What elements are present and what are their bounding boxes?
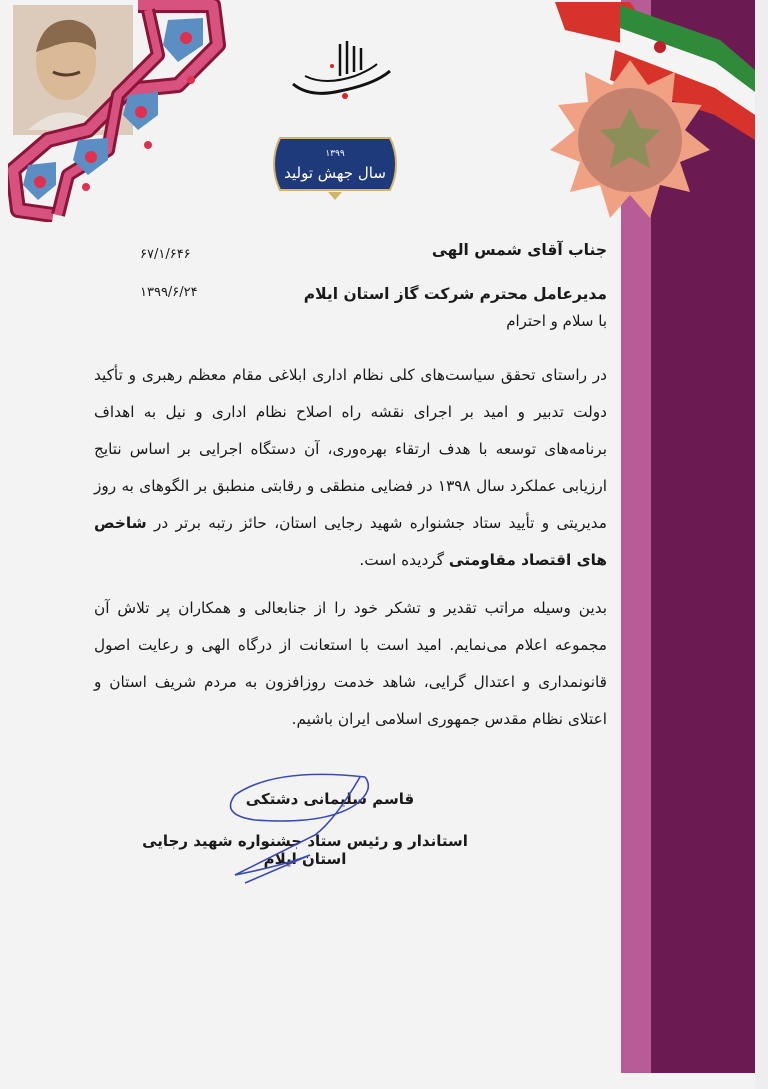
salutation: با سلام و احترام <box>506 312 607 330</box>
body-paragraph-2: بدین وسیله مراتب تقدیر و تشکر خود را از جنابعالی و همکاران پر تلاش آن مجموعه اعلام می‌نمایم. امید است با استعانت از درگاه الهی و رعایت اصول قانونمداری و اعتدال گرایی، شاهد خدمت روزافزون به مردم شریف استان و اعتلای نظام مقدس جمهوری اسلامی ایران باشیم. <box>94 599 607 728</box>
letter-date: ۱۳۹۹/۶/۲۴ <box>140 285 198 300</box>
bismillah-calligraphy-icon <box>285 36 397 106</box>
signatory-title: استاندار و رئیس ستاد جشنواره شهید رجایی استان ایلام <box>142 832 468 868</box>
flag-rosette-icon <box>535 0 768 235</box>
para1-ending: گردیده است. <box>359 551 449 569</box>
reference-block <box>140 236 230 312</box>
portrait-ornament-icon <box>8 0 228 222</box>
handwritten-signature-icon <box>215 765 415 890</box>
para1-text: در راستای تحقق سیاست‌های کلی نظام اداری ابلاغی مقام معظم رهبری و تأکید دولت تدبیر و امید بر اجرای نقشه راه اصلاح نظام اداری و نیل به اهداف برنامه‌های توسعه با هدف ارتقاء بهره‌وری، آن دستگاه اجرایی بر اساس نتایج ارزیابی عملکرد سال ۱۳۹۸ در فضایی منطقی و رقابتی منطبق بر الگوهای به روز مدیریتی و تأیید ستاد جشنواره شهید رجایی استان، حائز رتبه برتر در <box>94 366 607 532</box>
body-paragraph-1 <box>94 357 607 579</box>
addressee-name: جناب آقای شمس الهی <box>431 241 607 259</box>
highlighted-index: شاخص های اقتصاد مقاومتی <box>94 514 607 569</box>
signatory-name: قاسم سلیمانی دشتکی <box>245 790 415 808</box>
year-slogan-badge <box>270 130 400 202</box>
letter-number: ۶۷/۱/۶۴۶ <box>140 247 191 262</box>
addressee <box>300 228 607 316</box>
addressee-position: مدیرعامل محترم شرکت گاز استان ایلام <box>303 285 607 303</box>
svg-text:۱۳۹۹: ۱۳۹۹ <box>325 149 345 159</box>
svg-text:سال جهش تولید: سال جهش تولید <box>284 164 386 182</box>
